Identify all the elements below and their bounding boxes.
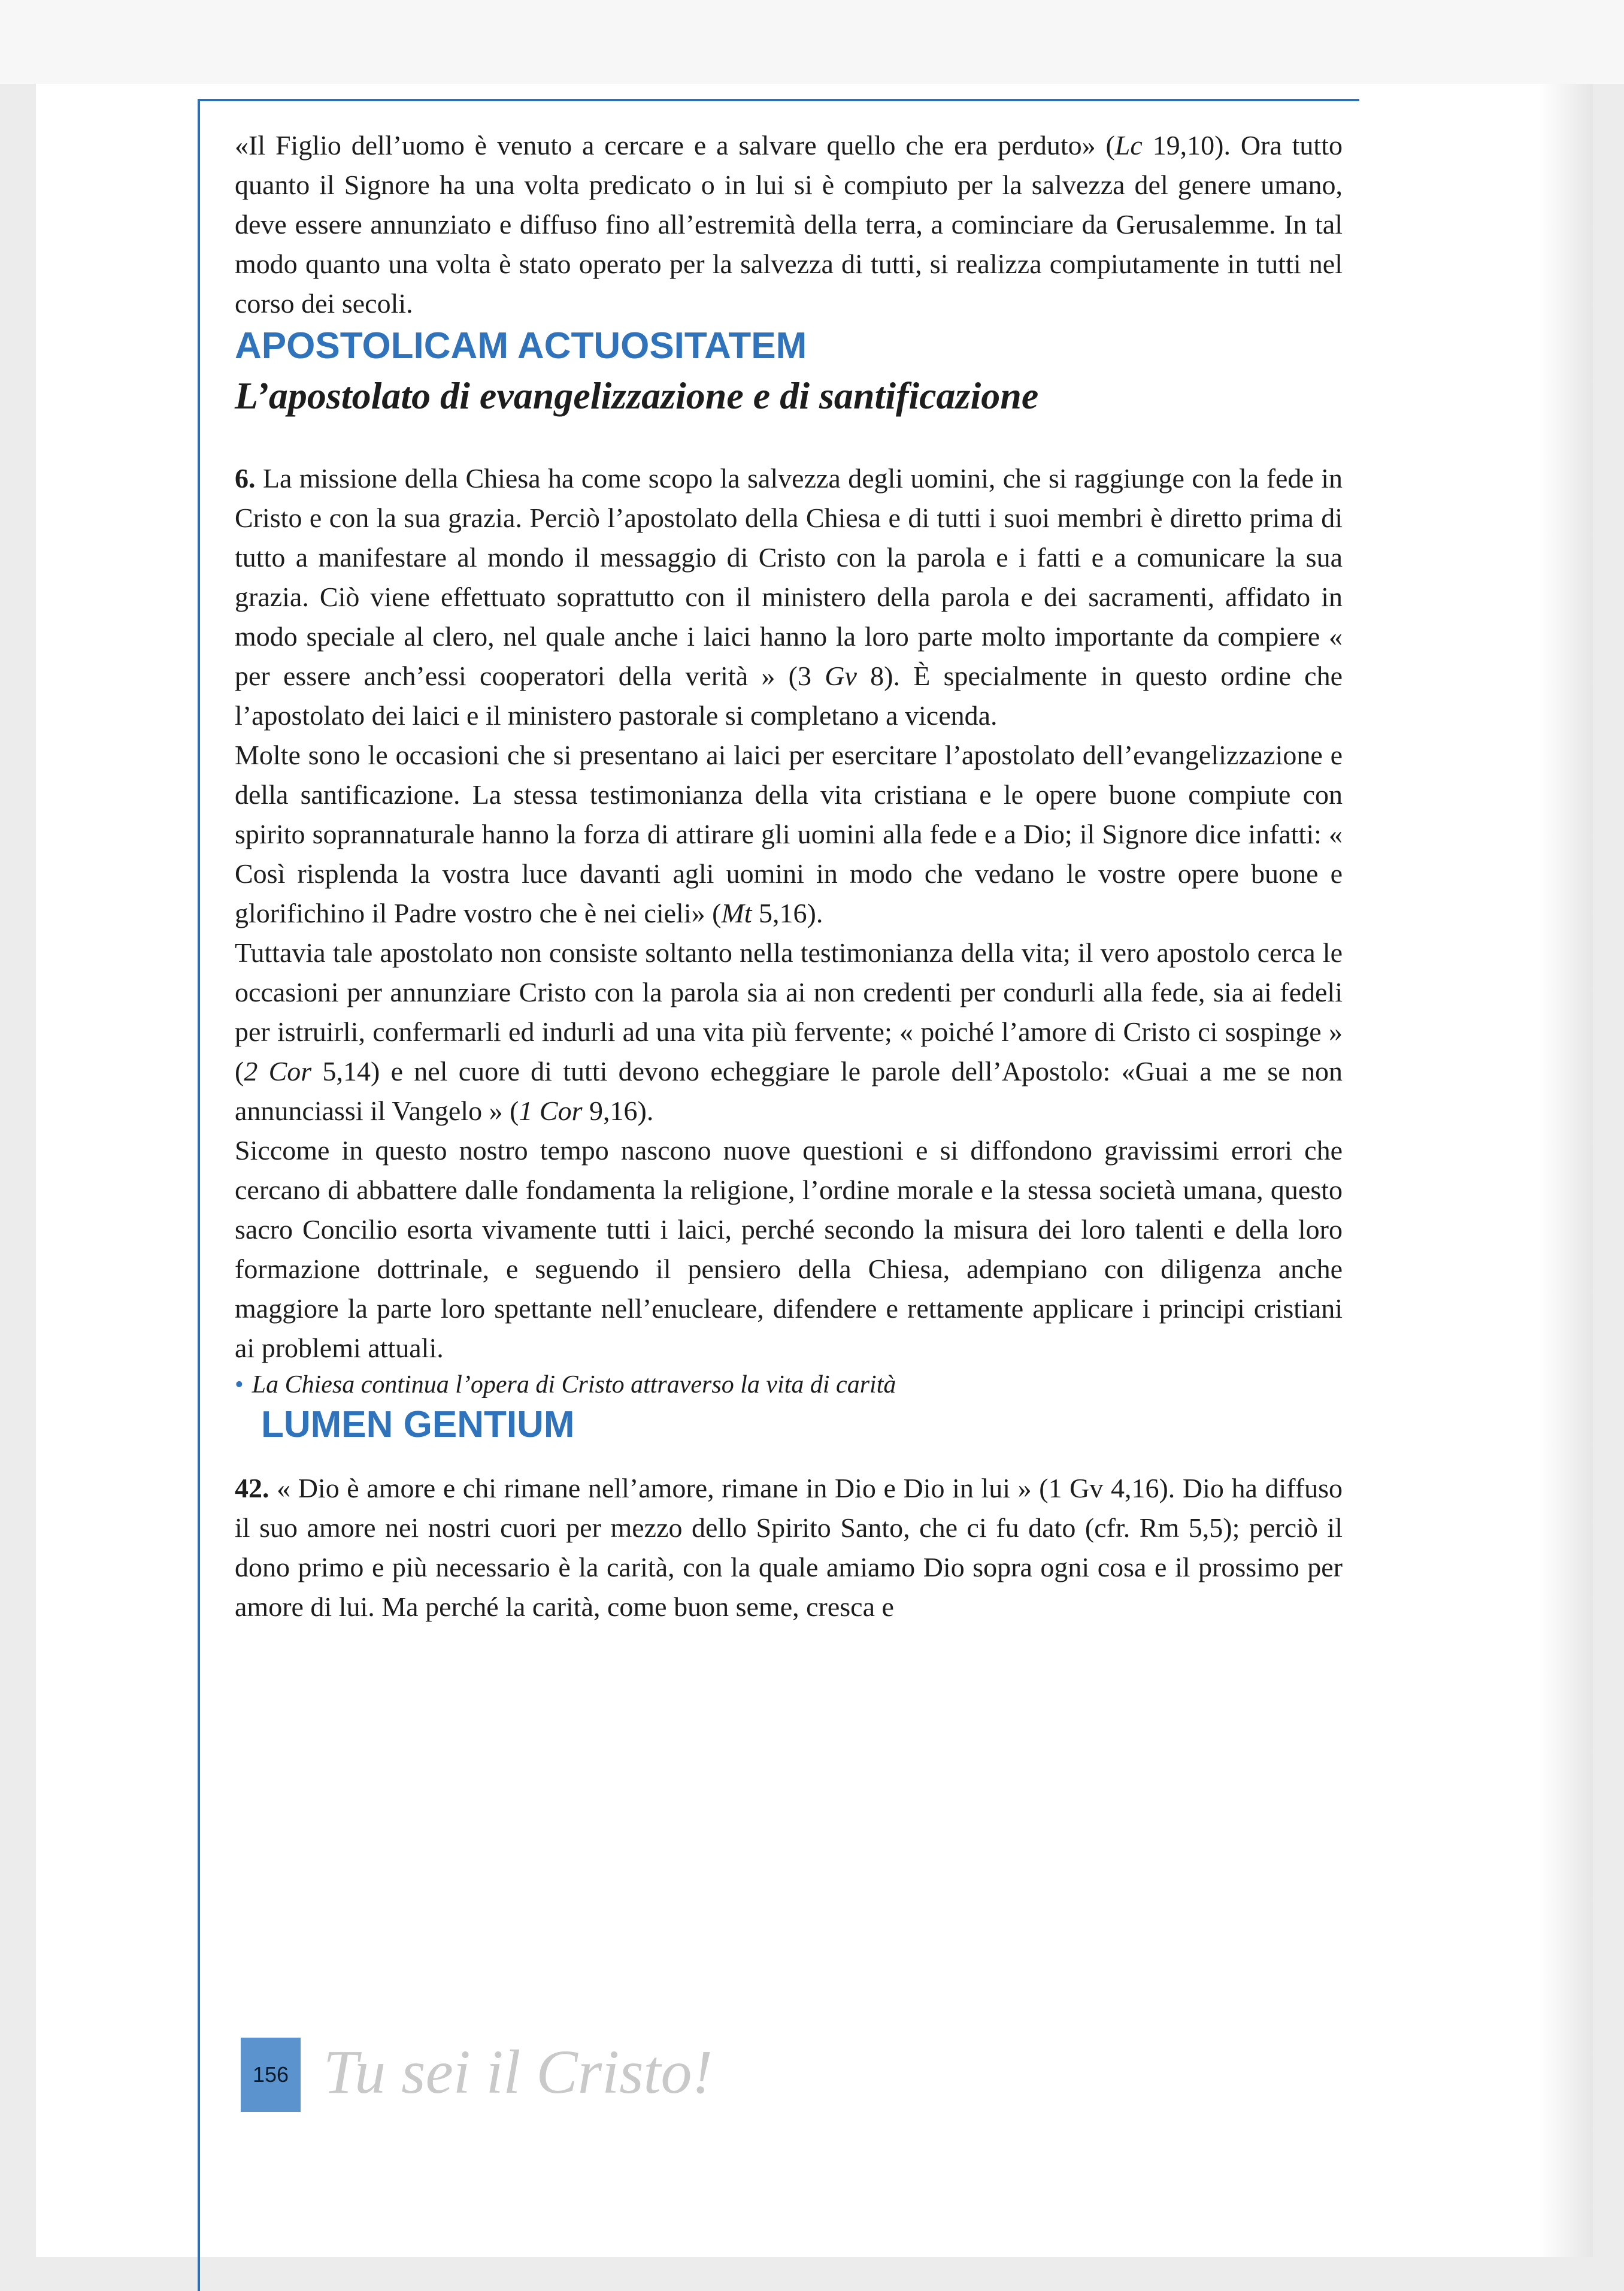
document-title-apostolicam-actuositatem: APOSTOLICAM ACTUOSITATEM (235, 325, 807, 367)
paragraph-6: 6. La missione della Chiesa ha come scopo la salvezza degli uomini, che si raggiunge con la fede in Cristo e con la sua grazia. Perciò l’apostolato della Chiesa e di tutti i suoi membri è diretto prima di tutto a manifestare al mondo il messaggio di Cristo con la parola e i fatti e a comunicare la sua grazia. Ciò viene effettuato soprattutto con il ministero della parola e dei sacramenti, affidato in modo speciale al clero, nel quale anche i laici hanno la loro parte molto importante da compiere « per essere anch’essi cooperatori della verità » (3 Gv 8). È specialmente in questo ordine che l’apostolato dei laici e il ministero pastorale si completano a vicenda. (235, 463, 1343, 731)
left-blue-rule (198, 99, 200, 2291)
running-footer-title: Tu sei il Cristo! (323, 2038, 713, 2107)
page-number: 156 (252, 2062, 289, 2087)
paragraph-number: 42. (235, 1473, 269, 1503)
page-content (235, 126, 1343, 1627)
bullet-icon: • (235, 1371, 244, 1399)
document-title-lumen-gentium: LUMEN GENTIUM (261, 1404, 575, 1445)
paragraph-6-continued-2: Tuttavia tale apostolato non consiste soltanto nella testimonianza della vita; il vero apostolo cerca le occasioni per annunziare Cristo con la parola sia ai non credenti per condurli alla fede, sia ai fedeli per istruirli, confermarli ed indurli ad una vita più fervente; « poiché l’amore di Cristo ci sospinge » (2 Cor 5,14) e nel cuore di tutti devono echeggiare le parole dell’Apostolo: «Guai a me se non annunciassi il Vangelo » (1 Cor 9,16). (235, 937, 1343, 1126)
paragraph-42: 42. « Dio è amore e chi rimane nell’amore, rimane in Dio e Dio in lui » (1 Gv 4,16). Dio ha diffuso il suo amore nei nostri cuori per mezzo dello Spirito Santo, che ci fu dato (cfr. Rm 5,5); perciò il dono primo e più necessario è la carità, con la quale amiamo Dio sopra ogni cosa e il prossimo per amore di lui. Ma perché la carità, come buon seme, cresca e (235, 1473, 1343, 1622)
section-subtitle: L’apostolato di evangelizzazione e di santificazione (235, 374, 1039, 417)
page-binding-shadow (1539, 84, 1593, 2257)
page-number-box (241, 2038, 301, 2112)
scan-background (0, 0, 1624, 84)
paragraph-6-continued-1: Molte sono le occasioni che si presentano ai laici per esercitare l’apostolato dell’evangelizzazione e della santificazione. La stessa testimonianza della vita cristiana e le opere buone compiute con spirito soprannaturale hanno la forza di attirare gli uomini alla fede e a Dio; il Signore dice infatti: « Così risplenda la vostra luce davanti agli uomini in modo che vedano le vostre opere buone e glorifichino il Padre vostro che è nei cieli» (Mt 5,16). (235, 740, 1343, 928)
paragraph-number: 6. (235, 463, 256, 494)
top-blue-rule (198, 99, 1359, 101)
intro-paragraph: «Il Figlio dell’uomo è venuto a cercare e a salvare quello che era perduto» (Lc 19,10). Ora tutto quanto il Signore ha una volta predicato o in lui si è compiuto per la salvezza del genere umano, deve essere annunziato e diffuso fino all’estremità della terra, a cominciare da Gerusalemme. In tal modo quanto una volta è stato operato per la salvezza di tutti, si realizza compiutamente in tutti nel corso dei secoli. (235, 130, 1343, 319)
paragraph-6-continued-3: Siccome in questo nostro tempo nascono nuove questioni e si diffondono gravissimi errori che cercano di abbattere dalle fondamenta la religione, l’ordine morale e la stessa società umana, questo sacro Concilio esorta vivamente tutti i laici, perché secondo la misura dei loro talenti e della loro formazione dottrinale, e seguendo il pensiero della Chiesa, adempiano con diligenza anche maggiore la parte loro spettante nell’enucleare, difendere e rettamente applicare i principi cristiani ai problemi attuali. (235, 1135, 1343, 1363)
section-note: • La Chiesa continua l’opera di Cristo attraverso la vita di carità (235, 1371, 896, 1399)
